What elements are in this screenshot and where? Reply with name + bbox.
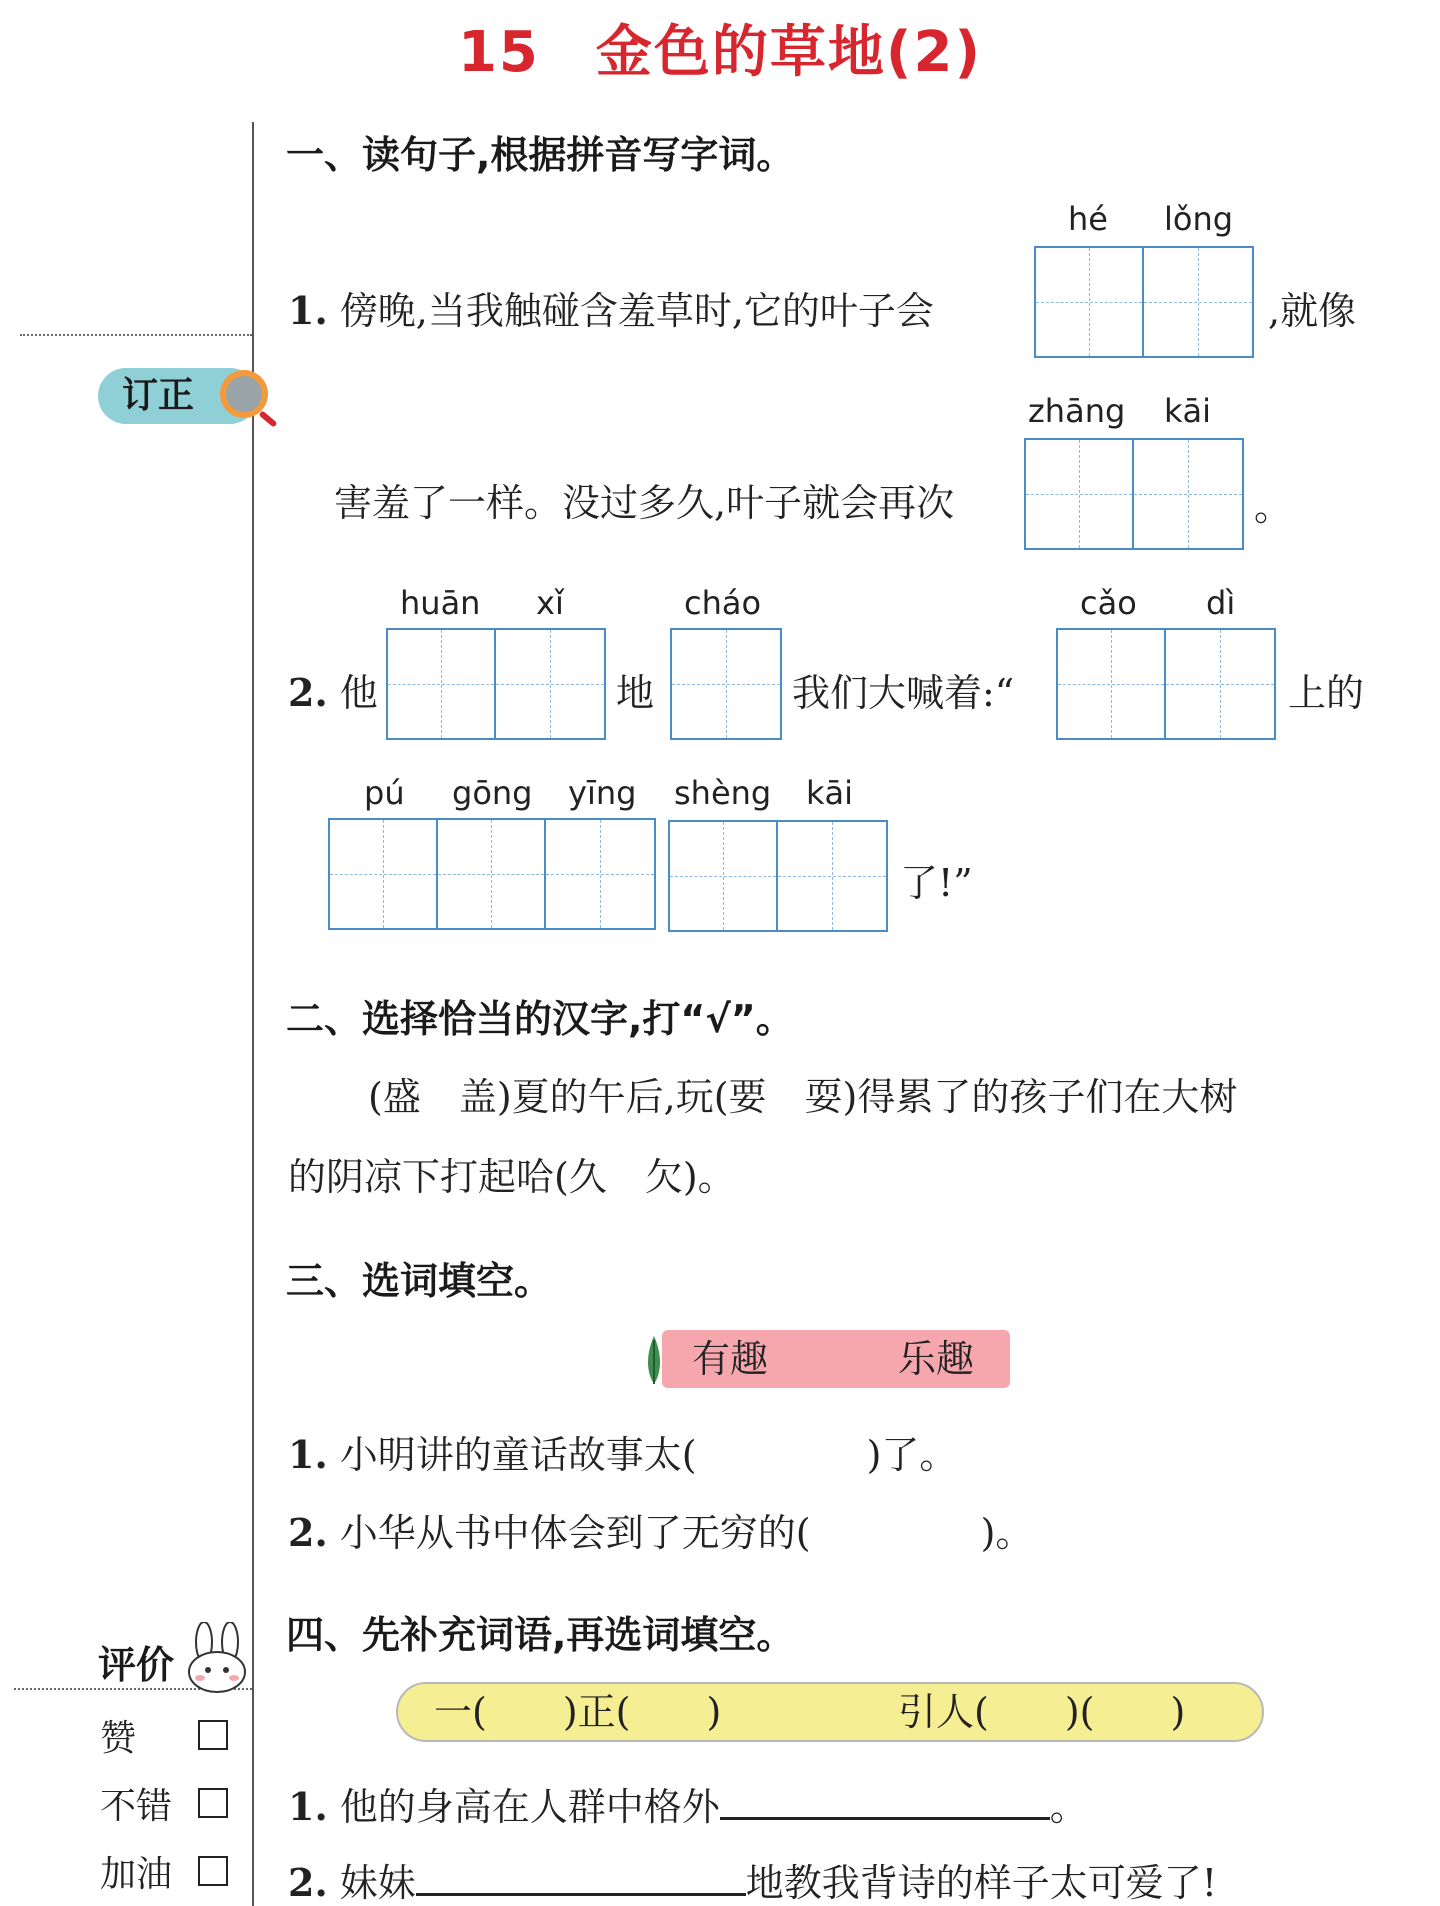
sentence-text: 害羞了一样。没过多久,叶子就会再次 [334, 481, 955, 525]
question-number: 2. [288, 1510, 328, 1555]
lesson-number: 15 [457, 20, 540, 85]
word-choice-box [662, 1330, 1010, 1388]
question-number: 1. [288, 1432, 328, 1477]
grid-cell[interactable] [672, 630, 780, 738]
section2-line1: (盛 盖)夏的午后,玩(要 耍)得累了的孩子们在大树 [368, 1075, 1238, 1119]
pinyin-label: yīng [568, 774, 637, 812]
section4-q1 [288, 1776, 1088, 1831]
page-title [0, 8, 1440, 88]
section4-heading: 四、先补充词语,再选词填空。 [286, 1613, 795, 1657]
sentence-text: 他的身高在人群中格外 [339, 1785, 720, 1829]
sentence-text: 地 [616, 671, 655, 715]
pinyin-label: hé [1068, 200, 1108, 238]
evaluation-option-label: 赞 [100, 1718, 137, 1759]
pinyin-label: pú [364, 774, 405, 812]
section2-line2: 的阴凉下打起哈(久 欠)。 [288, 1155, 736, 1199]
sentence-text: 妹妹 [339, 1861, 416, 1905]
pinyin-label: gōng [452, 774, 533, 812]
pinyin-label: kāi [806, 774, 854, 812]
section1-q2-line1 [288, 662, 378, 717]
leaf-icon [642, 1332, 666, 1386]
correction-badge-label: 订正 [122, 375, 195, 416]
question-number: 1. [288, 1784, 328, 1829]
sentence-text: 我们大喊着:“ [792, 671, 1015, 715]
sentence-text: 他 [339, 671, 378, 715]
pinyin-label: xǐ [536, 584, 564, 622]
grid-cell[interactable] [1134, 440, 1242, 548]
grid-cell[interactable] [546, 820, 654, 928]
sentence-text: )。 [980, 1511, 1034, 1555]
grid-cell[interactable] [1144, 248, 1252, 356]
grid-cell[interactable] [438, 820, 546, 928]
sentence-text: 上的 [1288, 671, 1365, 715]
question-number: 2. [288, 670, 328, 715]
grid-cell[interactable] [496, 630, 604, 738]
phrase-option: 引人( )( ) [898, 1690, 1186, 1734]
section3-q1 [288, 1424, 957, 1479]
pinyin-label: dì [1206, 584, 1236, 622]
phrase-box [396, 1682, 1264, 1742]
evaluation-checkbox[interactable] [198, 1788, 228, 1818]
answer-blank[interactable] [720, 1790, 1050, 1820]
answer-blank[interactable] [416, 1866, 746, 1896]
writing-grid[interactable] [328, 818, 656, 930]
sentence-text: ,就像 [1268, 289, 1357, 333]
pinyin-label: shèng [674, 774, 772, 812]
grid-cell[interactable] [1026, 440, 1134, 548]
section3-q2 [288, 1502, 1033, 1557]
sidebar-dotted-divider [20, 334, 252, 336]
bunny-icon [180, 1622, 254, 1694]
grid-cell[interactable] [778, 822, 886, 930]
sentence-text: 地教我背诗的样子太可爱了! [745, 1861, 1218, 1905]
writing-grid[interactable] [668, 820, 888, 932]
evaluation-checkbox[interactable] [198, 1720, 228, 1750]
evaluation-option-label: 不错 [100, 1786, 173, 1827]
lesson-title: 金色的草地(2) [595, 20, 983, 85]
word-option: 有趣 [692, 1337, 769, 1381]
grid-cell[interactable] [388, 630, 496, 738]
section4-q2 [288, 1852, 1217, 1906]
grid-cell[interactable] [1166, 630, 1274, 738]
sentence-text: 了!” [900, 861, 973, 905]
magnifier-icon [220, 370, 268, 418]
question-number: 2. [288, 1860, 328, 1905]
pinyin-label: lǒng [1164, 200, 1234, 238]
pinyin-label: huān [400, 584, 481, 622]
sentence-text: )了。 [866, 1433, 958, 1477]
pinyin-label: cháo [684, 584, 762, 622]
grid-cell[interactable] [670, 822, 778, 930]
evaluation-title: 评价 [98, 1643, 175, 1687]
correction-badge [98, 368, 258, 424]
sentence-text: 。 [1049, 1785, 1088, 1829]
sentence-text: 小明讲的童话故事太( [339, 1433, 697, 1477]
grid-cell[interactable] [330, 820, 438, 928]
evaluation-checkbox[interactable] [198, 1856, 228, 1886]
section1-heading: 一、读句子,根据拼音写字词。 [286, 133, 795, 177]
grid-cell[interactable] [1036, 248, 1144, 356]
writing-grid[interactable] [386, 628, 606, 740]
pinyin-label: kāi [1164, 392, 1212, 430]
writing-grid[interactable] [1024, 438, 1244, 550]
section1-q1-line1 [288, 280, 934, 335]
word-option: 乐趣 [898, 1337, 975, 1381]
question-number: 1. [288, 288, 328, 333]
section3-heading: 三、选词填空。 [286, 1259, 553, 1303]
grid-cell[interactable] [1058, 630, 1166, 738]
section2-heading: 二、选择恰当的汉字,打“√”。 [286, 997, 794, 1041]
sentence-text: 傍晚,当我触碰含羞草时,它的叶子会 [339, 289, 934, 333]
pinyin-label: zhāng [1028, 392, 1126, 430]
evaluation-option-label: 加油 [100, 1854, 173, 1895]
pinyin-label: cǎo [1080, 584, 1137, 622]
sentence-text: 小华从书中体会到了无穷的( [339, 1511, 811, 1555]
writing-grid[interactable] [1056, 628, 1276, 740]
phrase-option: 一( )正( ) [434, 1690, 722, 1734]
writing-grid[interactable] [1034, 246, 1254, 358]
sentence-text: 。 [1254, 485, 1293, 529]
writing-grid[interactable] [670, 628, 782, 740]
